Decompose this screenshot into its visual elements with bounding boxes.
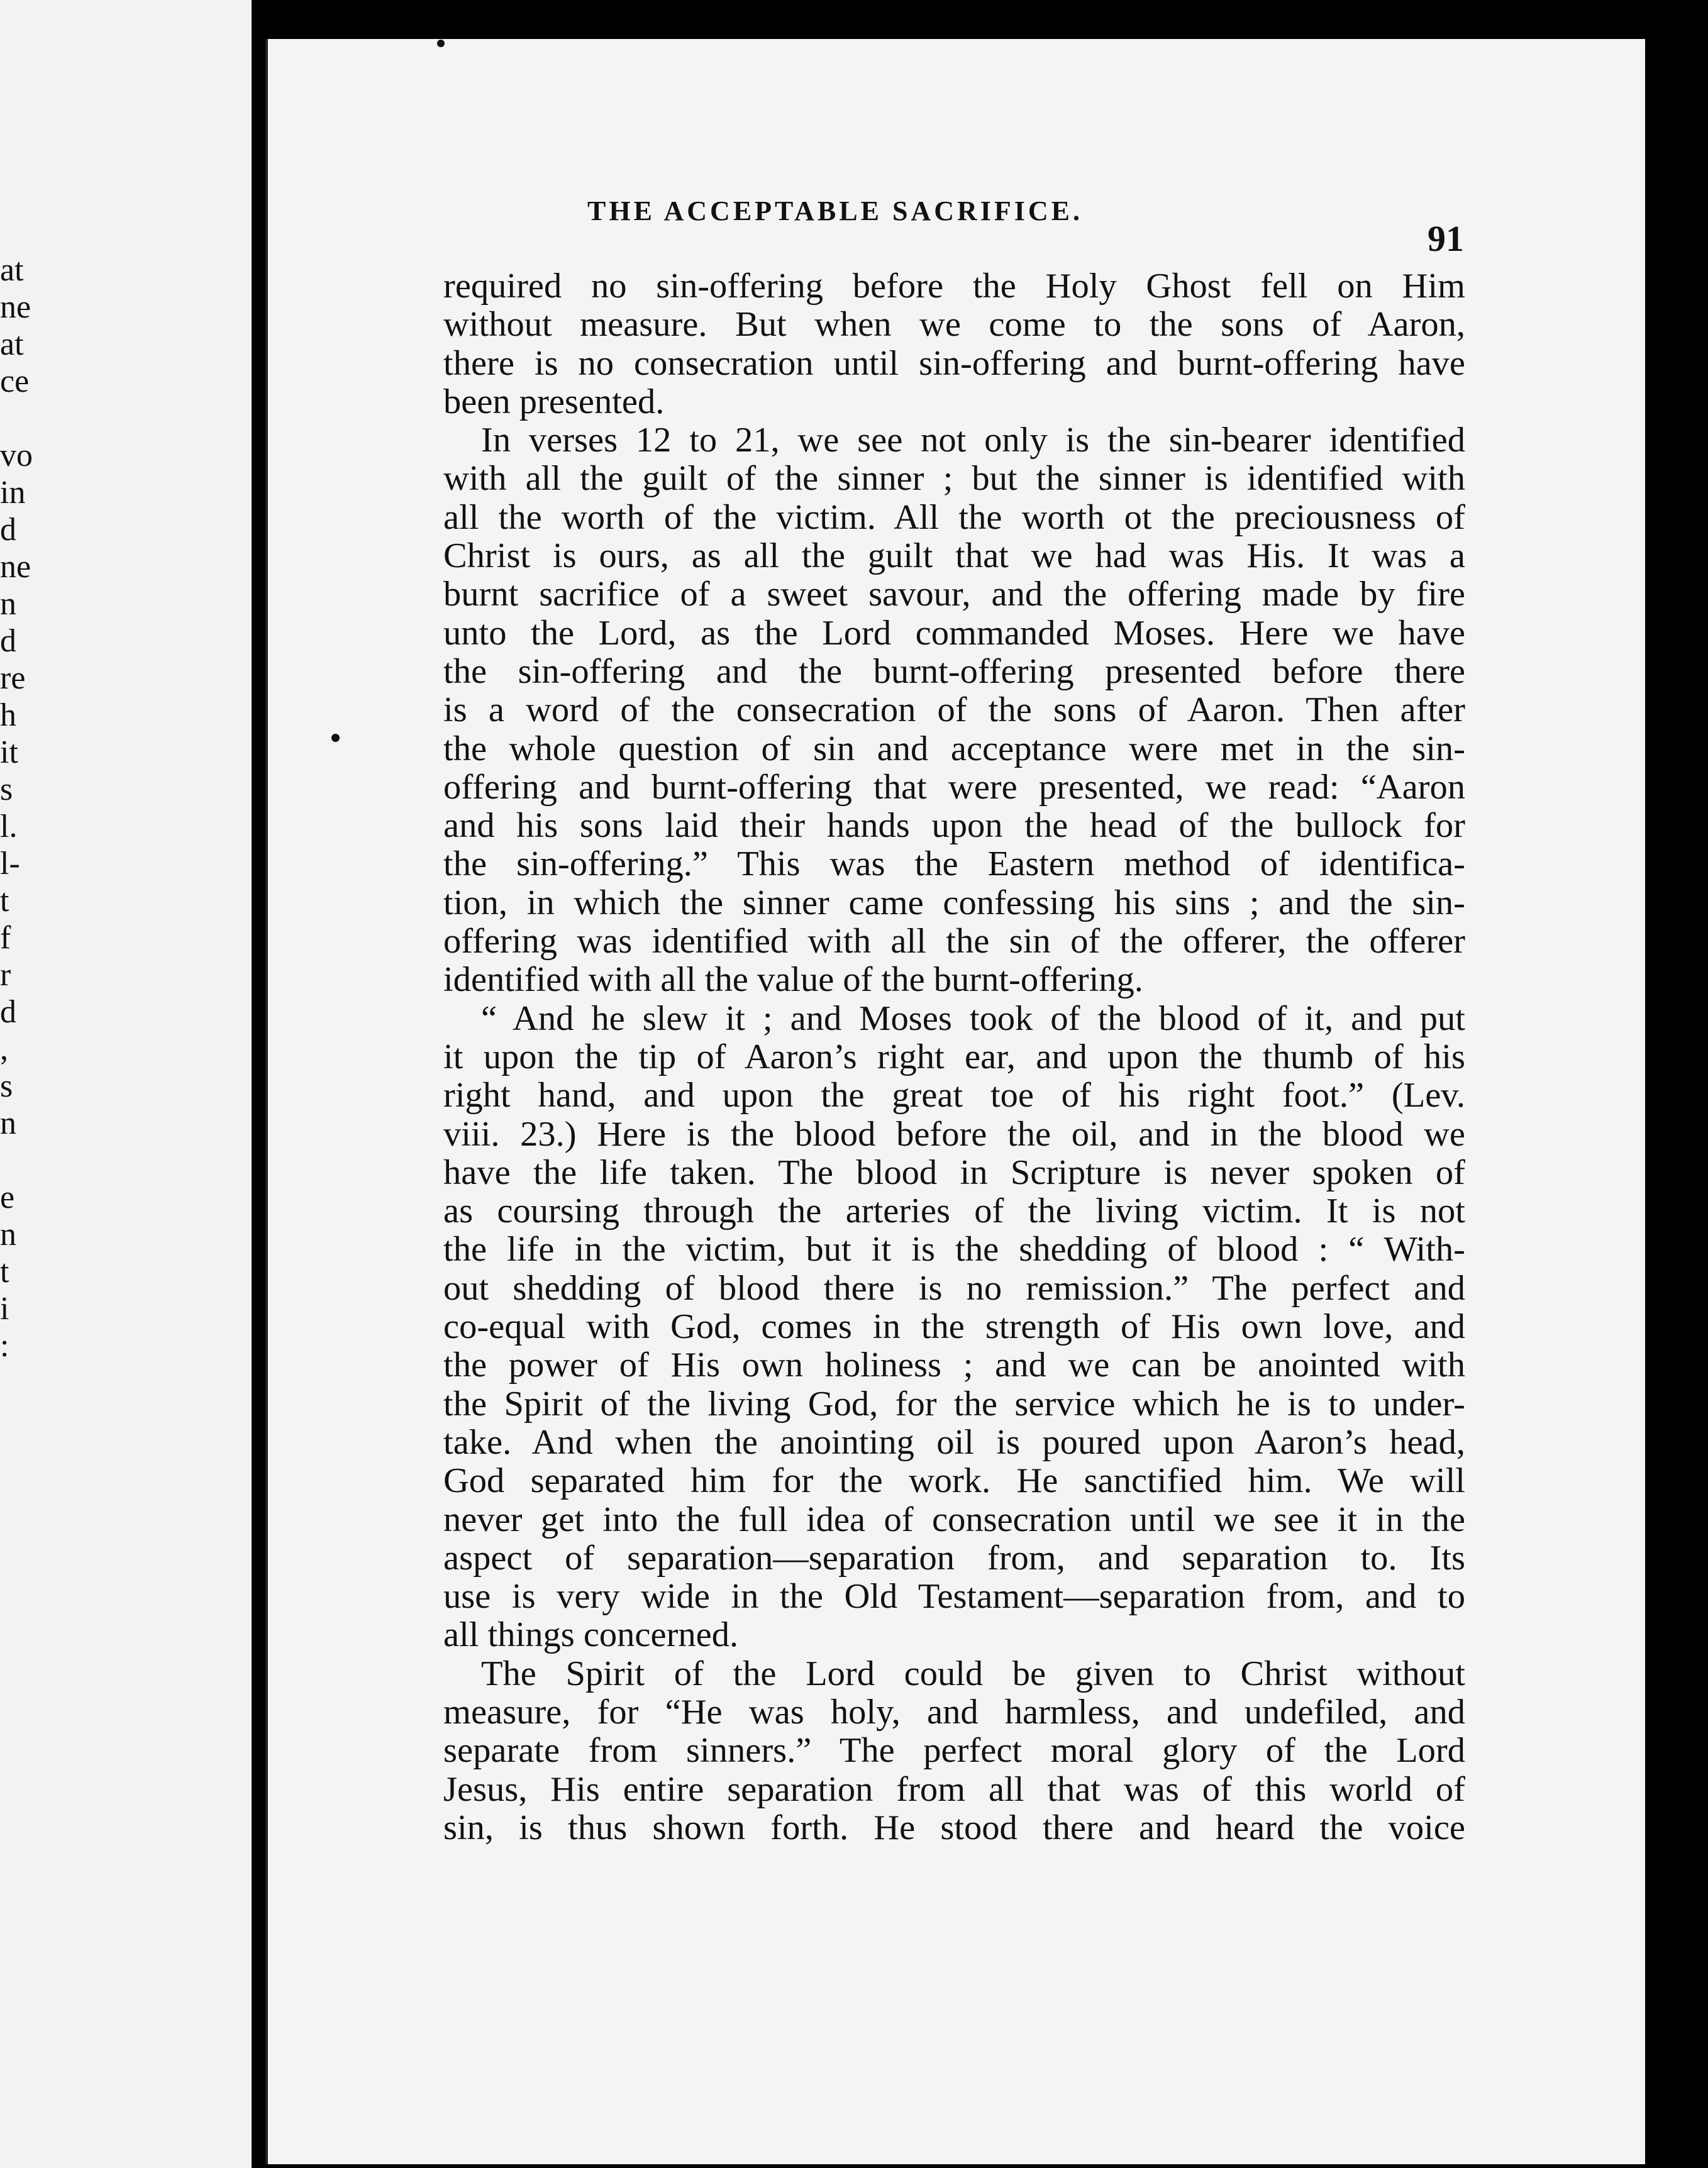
facing-page-fragment: ce: [0, 363, 30, 399]
facing-page-fragment: i: [0, 1291, 9, 1327]
facing-page-fragment: l.: [0, 809, 18, 844]
text-line: In verses 12 to 21, we see not only is the sin-bearer identified: [481, 421, 1465, 460]
text-line: all things concerned.: [443, 1615, 739, 1655]
text-line: offering was identified with all the sin of the offerer, the offerer: [443, 922, 1465, 961]
text-line: and his sons laid their hands upon the head of the bullock for: [443, 806, 1465, 846]
facing-page-fragment: r: [0, 957, 11, 993]
text-line: there is no consecration until sin-offering and burnt-offering have: [443, 343, 1465, 383]
ink-speck: [437, 40, 445, 47]
text-line: all the worth of the victim. All the worth ot the preciousness of: [443, 497, 1465, 537]
facing-page-fragment: h: [0, 697, 16, 733]
text-line: the sin-offering and the burnt-offering presented before there: [443, 651, 1465, 691]
facing-page-fragment: n: [0, 586, 16, 622]
text-line: right hand, and upon the great toe of his right foot.” (Lev.: [443, 1076, 1465, 1115]
facing-page-fragment: :: [0, 1328, 9, 1364]
text-line: burnt sacrifice of a sweet savour, and the offering made by fire: [443, 575, 1465, 614]
facing-page-fragment: ne: [0, 549, 31, 585]
facing-page-fragment: s: [0, 772, 13, 807]
facing-page-fragment: in: [0, 475, 26, 511]
text-line: the sin-offering.” This was the Eastern method of identifica-: [443, 844, 1465, 884]
text-line: take. And when the anointing oil is poured upon Aaron’s head,: [443, 1422, 1465, 1462]
text-line: is a word of the consecration of the sons of Aaron. Then after: [443, 690, 1465, 730]
facing-page-fragment: f: [0, 920, 11, 956]
text-line: offering and burnt-offering that were presented, we read: “Aaron: [443, 767, 1465, 807]
ink-speck: [331, 734, 340, 742]
text-line: required no sin-offering before the Holy Ghost fell on Him: [443, 267, 1465, 306]
text-line: separate from sinners.” The perfect moral glory of the Lord: [443, 1731, 1465, 1771]
text-line: out shedding of blood there is no remission.” The perfect and: [443, 1268, 1465, 1308]
text-line: aspect of separation—separation from, and separation to. Its: [443, 1538, 1465, 1578]
body-text: [443, 267, 1465, 1847]
text-line: the life in the victim, but it is the shedding of blood : “ With-: [443, 1230, 1465, 1269]
text-line: the Spirit of the living God, for the service which he is to under-: [443, 1384, 1465, 1424]
text-line: Jesus, His entire separation from all that was of this world of: [443, 1769, 1465, 1809]
facing-page-fragment: d: [0, 994, 16, 1030]
facing-page-fragment: ne: [0, 289, 31, 325]
text-line: sin, is thus shown forth. He stood there and heard the voice: [443, 1808, 1465, 1847]
text-line: tion, in which the sinner came confessing his sins ; and the sin-: [443, 883, 1465, 922]
facing-page-fragment: e: [0, 1180, 15, 1215]
text-line: the whole question of sin and acceptance were met in the sin-: [443, 729, 1465, 768]
facing-page-fragment: t: [0, 1254, 9, 1290]
text-line: the power of His own holiness ; and we can be anointed with: [443, 1346, 1465, 1385]
facing-page-fragment: at: [0, 252, 24, 288]
scan-border: [1645, 39, 1708, 2168]
facing-page-fragment: vo: [0, 438, 33, 473]
text-line: been presented.: [443, 382, 665, 421]
text-line: unto the Lord, as the Lord commanded Moses. Here we have: [443, 613, 1465, 653]
text-line: “ And he slew it ; and Moses took of the blood of it, and put: [481, 998, 1465, 1038]
text-line: never get into the full idea of consecration until we see it in the: [443, 1500, 1465, 1539]
text-line: without measure. But when we come to the sons of Aaron,: [443, 305, 1465, 345]
text-line: identified with all the value of the burnt-offering.: [443, 960, 1143, 1000]
running-head: THE ACCEPTABLE SACRIFICE.: [587, 196, 1083, 226]
facing-page: [0, 0, 252, 2168]
facing-page-fragment: d: [0, 512, 16, 548]
text-line: measure, for “He was holy, and harmless, and undefiled, and: [443, 1692, 1465, 1732]
facing-page-fragment: s: [0, 1068, 13, 1104]
facing-page-fragment: at: [0, 326, 24, 362]
text-line: God separated him for the work. He sanctified him. We will: [443, 1461, 1465, 1501]
text-line: it upon the tip of Aaron’s right ear, and upon the thumb of his: [443, 1037, 1465, 1076]
facing-page-fragment: t: [0, 883, 9, 919]
facing-page-fragment: n: [0, 1105, 16, 1141]
facing-page-fragment: it: [0, 734, 18, 770]
text-line: The Spirit of the Lord could be given to Christ without: [481, 1654, 1465, 1693]
text-line: co-equal with God, comes in the strength of His own love, and: [443, 1307, 1465, 1347]
facing-page-fragment: d: [0, 623, 16, 659]
text-line: have the life taken. The blood in Scripture is never spoken of: [443, 1153, 1465, 1192]
text-line: as coursing through the arteries of the living victim. It is not: [443, 1192, 1465, 1231]
text-line: Christ is ours, as all the guilt that we had was His. It was a: [443, 536, 1465, 576]
facing-page-fragment: l-: [0, 846, 20, 882]
text-line: viii. 23.) Here is the blood before the oil, and in the blood we: [443, 1114, 1465, 1154]
text-line: with all the guilt of the sinner ; but the sinner is identified with: [443, 459, 1465, 499]
facing-page-fragment: re: [0, 660, 26, 696]
facing-page-text-fragments: [0, 252, 63, 1364]
facing-page-fragment: [0, 1142, 63, 1179]
page-number: 91: [1428, 218, 1464, 259]
facing-page-fragment: [0, 400, 63, 437]
text-line: use is very wide in the Old Testament—separation from, and to: [443, 1577, 1465, 1617]
facing-page-fragment: n: [0, 1217, 16, 1253]
facing-page-fragment: ,: [0, 1031, 8, 1067]
